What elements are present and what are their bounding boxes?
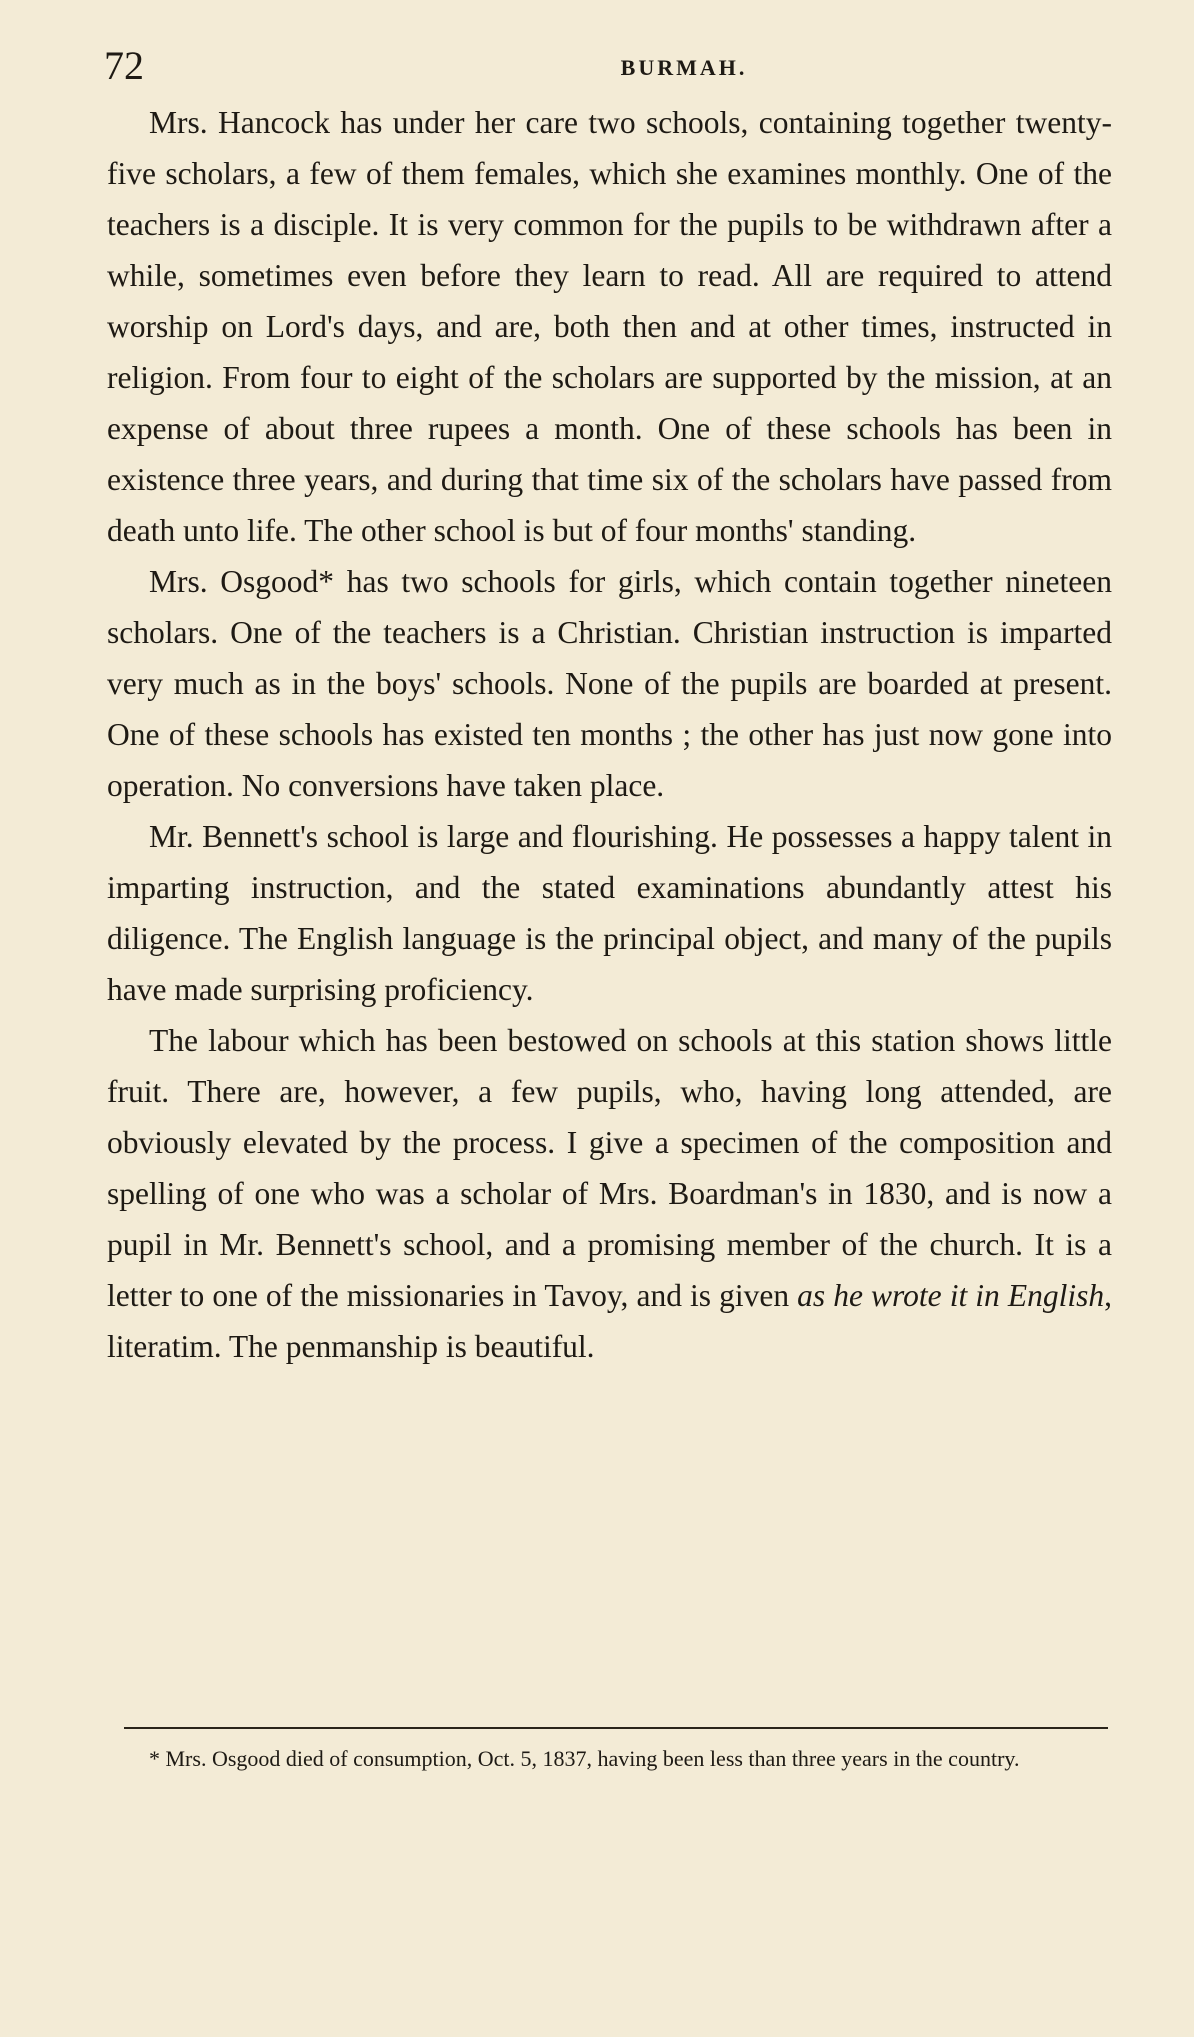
paragraph-station-schools (107, 1015, 1112, 1372)
footnote-rule (124, 1727, 1108, 1729)
italic-phrase: as he wrote it in English (797, 1278, 1105, 1313)
paragraph-text-before-italic: The labour which has been bestowed on schools at this station shows little fruit. There are, however, a few pupils, who, having long attended, are obviously elevated by the process. I give a specimen of the composition and spelling of one who was a scholar of Mrs. Boardman's in 1830, and is now a pupil in Mr. Bennett's school, and a promising member of the church. It is a letter to one of the missionaries in Tavoy, and is given (107, 1023, 1112, 1313)
running-title: BURMAH. (620, 55, 748, 80)
running-head (104, 36, 1114, 96)
body-text (107, 97, 1112, 1372)
footnote: * Mrs. Osgood died of consumption, Oct. 5, 1837, having been less than three years in the country. (149, 1746, 1020, 1771)
page-number: 72 (104, 43, 144, 88)
paragraph-bennett-school: Mr. Bennett's school is large and flourishing. He possesses a happy talent in imparting instruction, and the stated examinations abundantly attest his diligence. The English language is the principal object, and many of the pupils have made surprising proficiency. (107, 819, 1112, 1007)
paragraph-hancock-schools: Mrs. Hancock has under her care two schools, containing together twenty-five scholars, a few of them females, which she examines monthly. One of the teachers is a disciple. It is very common for the pupils to be withdrawn after a while, sometimes even before they learn to read. All are required to attend worship on Lord's days, and are, both then and at other times, instructed in religion. From four to eight of the scholars are supported by the mission, at an expense of about three rupees a month. One of these schools has been in existence three years, and during that time six of the scholars have passed from death unto life. The other school is but of four months' standing. (107, 105, 1112, 548)
paragraph-text-after-italic: , literatim. The penmanship is beautiful. (107, 1278, 1112, 1364)
paragraph-osgood-schools: Mrs. Osgood* has two schools for girls, which contain together nineteen scholars. One of the teachers is a Christian. Christian instruction is imparted very much as in the boys' schools. None of the pupils are boarded at present. One of these schools has existed ten months ; the other has just now gone into operation. No conversions have taken place. (107, 564, 1112, 803)
